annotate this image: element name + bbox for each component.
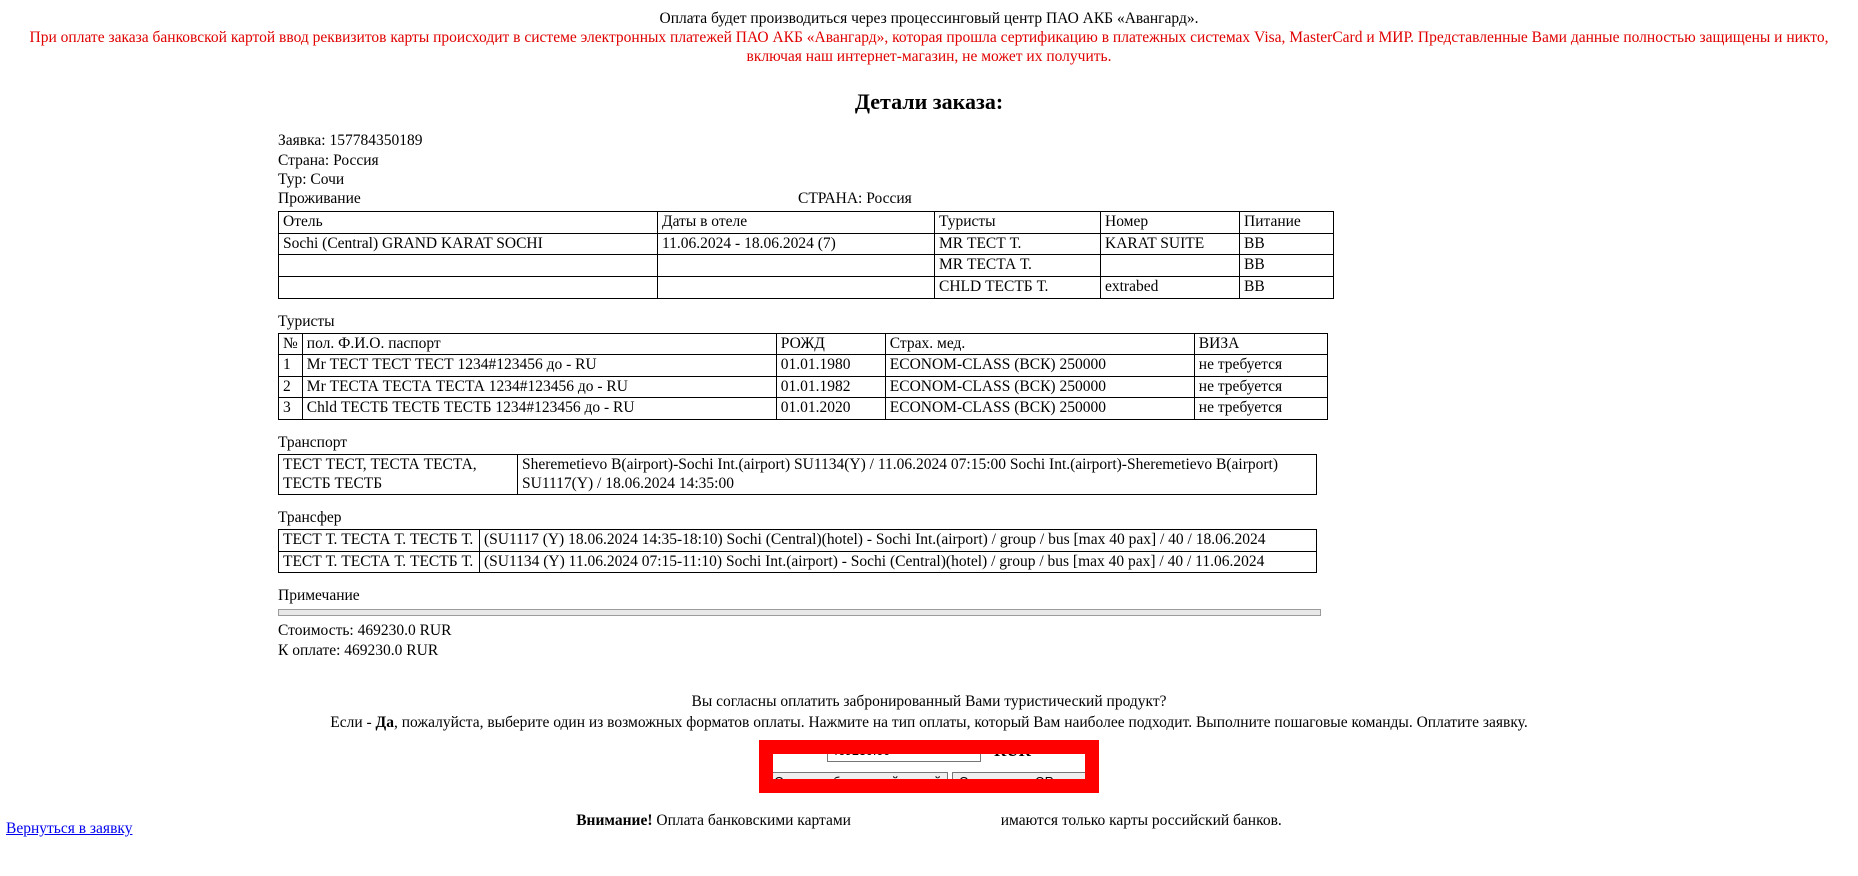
cell-number: 3 — [279, 398, 303, 420]
col-visa: ВИЗА — [1194, 333, 1327, 355]
cell-meal: BB — [1240, 233, 1334, 255]
page-title: Детали заказа: — [854, 88, 1004, 114]
total-cost: Стоимость: 469230.0 RUR — [278, 622, 452, 640]
cell-transfer-passengers: ТЕСТ Т. ТЕСТА Т. ТЕСТБ Т. — [279, 530, 480, 552]
cell-birth: 01.01.2020 — [776, 398, 885, 420]
table-row — [279, 355, 1328, 377]
table-row — [279, 398, 1328, 420]
order-details — [278, 131, 1858, 662]
pay-by-qr-button[interactable]: Оплатить по QR-коду — [952, 772, 1091, 793]
card-warning — [0, 812, 1858, 830]
col-number: № — [279, 333, 303, 355]
cell-hotel — [279, 255, 658, 277]
accommodation-country: СТРАНА: Россия — [798, 190, 912, 208]
warning-bold: Внимание! — [576, 812, 653, 830]
col-birth: РОЖД — [776, 333, 885, 355]
tourists-table — [278, 333, 1328, 420]
cell-insurance: ECONOM-CLASS (ВСК) 250000 — [885, 355, 1194, 377]
cell-tourist: MR ТЕСТА Т. — [935, 255, 1101, 277]
transport-label: Транспорт — [278, 433, 348, 451]
table-row — [279, 530, 1317, 552]
cell-meal: BB — [1240, 276, 1334, 298]
cell-tourist: CHLD ТЕСТБ Т. — [935, 276, 1101, 298]
cell-birth: 01.01.1982 — [776, 376, 885, 398]
col-meal: Питание — [1240, 212, 1334, 234]
payment-question: Вы согласны оплатить забронированный Вами туристический продукт? — [691, 693, 1167, 711]
table-row — [279, 255, 1334, 277]
warning-text-after: имаются только карты российский банков. — [1000, 812, 1282, 830]
transfer-table — [278, 529, 1317, 573]
cell-number: 2 — [279, 376, 303, 398]
accommodation-table — [278, 211, 1334, 298]
table-row — [279, 454, 1317, 494]
cell-name-passport: Mr ТЕСТ ТЕСТ ТЕСТ 1234#123456 до - RU — [302, 355, 776, 377]
currency-label: RUR — [994, 741, 1031, 761]
col-room: Номер — [1101, 212, 1240, 234]
order-tour: Тур: Сочи — [278, 171, 345, 189]
accommodation-header-row — [278, 190, 1858, 209]
cell-hotel: Sochi (Central) GRAND KARAT SOCHI — [279, 233, 658, 255]
col-tourists: Туристы — [935, 212, 1101, 234]
col-hotel: Отель — [279, 212, 658, 234]
cell-visa: не требуется — [1194, 376, 1327, 398]
cell-meal: BB — [1240, 255, 1334, 277]
instruction-yes: Да — [375, 714, 394, 732]
order-country: Страна: Россия — [278, 151, 379, 169]
cell-number: 1 — [279, 355, 303, 377]
table-row — [279, 551, 1317, 573]
cell-room: extrabed — [1101, 276, 1240, 298]
instruction-suffix: , пожалуйста, выберите один из возможных форматов оплаты. Нажмите на тип оплаты, который Вам наиболее подходит. Выполните пошаговые команды. Оплатите заявку. — [393, 714, 1528, 732]
table-row — [279, 276, 1334, 298]
cell-dates — [658, 255, 935, 277]
order-request-number: Заявка: 157784350189 — [278, 131, 423, 149]
cell-room: KARAT SUITE — [1101, 233, 1240, 255]
cell-insurance: ECONOM-CLASS (ВСК) 250000 — [885, 398, 1194, 420]
accommodation-label: Проживание — [278, 190, 361, 208]
cell-insurance: ECONOM-CLASS (ВСК) 250000 — [885, 376, 1194, 398]
table-header-row — [279, 212, 1334, 234]
tourists-label: Туристы — [278, 312, 335, 330]
table-row — [279, 233, 1334, 255]
cell-transfer-details: (SU1134 (Y) 11.06.2024 07:15-11:10) Sochi Int.(airport) - Sochi (Central)(hotel) / group / bus [max 40 pax] / 40 / 11.06.2024 — [480, 551, 1317, 573]
cell-visa: не требуется — [1194, 355, 1327, 377]
col-dates: Даты в отеле — [658, 212, 935, 234]
cell-transport-passengers: ТЕСТ ТЕСТ, ТЕСТА ТЕСТА, ТЕСТБ ТЕСТБ — [279, 454, 518, 494]
processing-center-notice: Оплата будет производиться через процессинговый центр ПАО АКБ «Авангард». — [659, 10, 1199, 27]
cell-room — [1101, 255, 1240, 277]
payment-controls — [759, 740, 1099, 802]
cell-name-passport: Chld ТЕСТБ ТЕСТБ ТЕСТБ 1234#123456 до - RU — [302, 398, 776, 420]
pay-by-card-button[interactable]: Оплатить банковской картой — [767, 772, 948, 793]
instruction-prefix: Если - — [330, 714, 376, 732]
warning-text-occluded — [855, 812, 1001, 829]
cell-birth: 01.01.1980 — [776, 355, 885, 377]
cell-name-passport: Mr ТЕСТА ТЕСТА ТЕСТА 1234#123456 до - RU — [302, 376, 776, 398]
cell-transfer-details: (SU1117 (Y) 18.06.2024 14:35-18:10) Sochi (Central)(hotel) - Sochi Int.(airport) / group / bus [max 40 pax] / 40 / 18.06.2024 — [480, 530, 1317, 552]
note-empty-bar — [278, 609, 1321, 616]
col-insurance: Страх. мед. — [885, 333, 1194, 355]
amount-to-pay: К оплате: 469230.0 RUR — [278, 642, 439, 660]
note-label: Примечание — [278, 587, 360, 605]
cell-tourist: MR ТЕСТ Т. — [935, 233, 1101, 255]
cell-transfer-passengers: ТЕСТ Т. ТЕСТА Т. ТЕСТБ Т. — [279, 551, 480, 573]
cell-visa: не требуется — [1194, 398, 1327, 420]
amount-input[interactable] — [827, 740, 981, 762]
cell-transport-flights: Sheremetievo B(airport)-Sochi Int.(airport) SU1134(Y) / 11.06.2024 07:15:00 Sochi Int.(airport)-Sheremetievo B(airport) SU1117(Y) / 18.06.2024 14:35:00 — [518, 454, 1317, 494]
transport-table — [278, 454, 1317, 495]
cell-dates — [658, 276, 935, 298]
cell-dates: 11.06.2024 - 18.06.2024 (7) — [658, 233, 935, 255]
cell-hotel — [279, 276, 658, 298]
amount-row — [759, 740, 1099, 766]
card-security-notice: При оплате заказа банковской картой ввод реквизитов карты происходит в системе электронных платежей ПАО АКБ «Авангард», которая прошла сертификацию в платежных системах Visa, MasterCard и МИР. Представленные Вами данные полностью защищены и никто, включая наш интернет-магазин, не может их получить. — [29, 28, 1829, 65]
col-name-passport: пол. Ф.И.О. паспорт — [302, 333, 776, 355]
transfer-label: Трансфер — [278, 509, 342, 527]
payment-instruction — [0, 714, 1858, 732]
payment-buttons-row — [759, 766, 1099, 802]
table-row — [279, 376, 1328, 398]
back-to-request-link[interactable]: Вернуться в заявку — [6, 820, 133, 837]
table-header-row — [279, 333, 1328, 355]
warning-text-before: Оплата банковскими картами — [652, 812, 855, 830]
